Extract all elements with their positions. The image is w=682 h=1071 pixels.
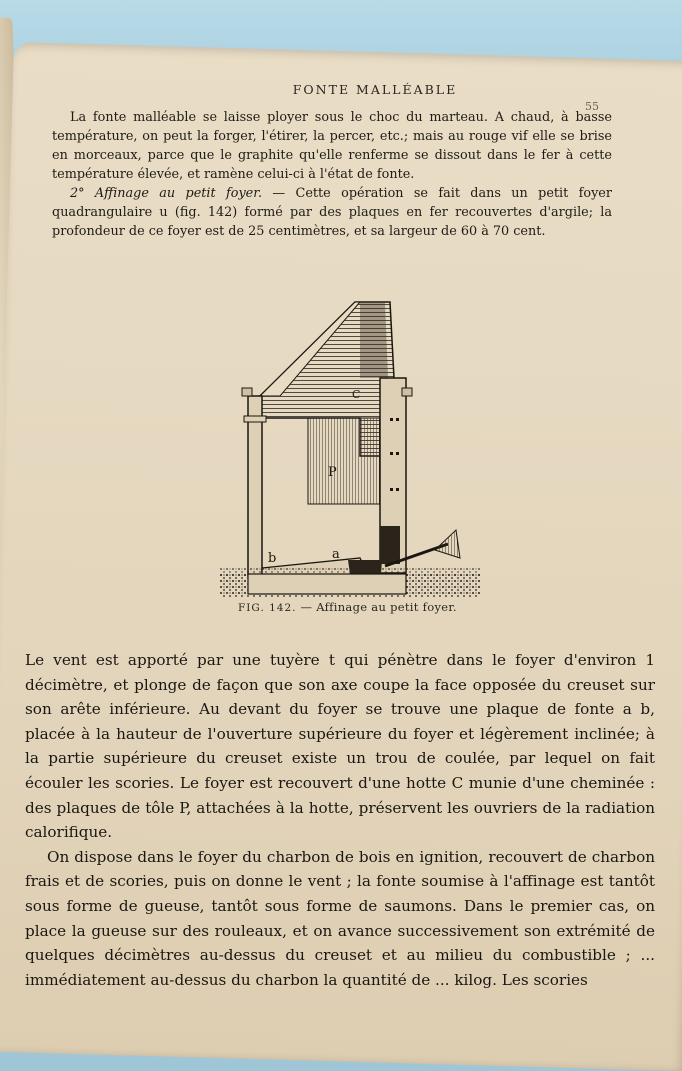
paragraph-affinage	[52, 184, 612, 241]
label-p: P	[328, 465, 337, 480]
paragraph-vent: Le vent est apporté par une tuyère t qui pénètre dans le foyer d'environ 1 décimètre, et plonge de façon que son axe coupe la face opposée du creuset sur son arête inférieure. Au devant du foyer se trouve une plaque de fonte a b, placée à la hauteur de l'ouverture supérieure du foyer et légèrement inclinée; à la partie supérieure du creuset existe un trou de coulée, par lequel on fait écouler les scories. Le foyer est recouvert d'une hotte C munie d'une cheminée : des plaques de tôle P, attachées à la hotte, préservent les ouvriers de la radiation calorifique.	[25, 651, 655, 842]
label-c: C	[352, 388, 361, 401]
page-header: FONTE MALLÉABLE	[292, 82, 458, 97]
intro-paragraphs	[52, 108, 612, 241]
label-a: a	[332, 547, 340, 562]
paragraph-malleable: La fonte malléable se laisse ployer sous le choc du marteau. A chaud, à basse température, on peut la forger, l'étirer, la percer, etc.; mais au rouge vif elle se brise en morceaux, parce que le graphite qu'elle renferme se dissout dans le fer à cette température élevée, et ramène celui-ci à l'état de fonte.	[52, 110, 612, 182]
paragraph-dispose: On dispose dans le foyer du charbon de bois en ignition, recouvert de charbon frais et de scories, puis on donne le vent ; la fonte soumise à l'affinage est tantôt sous forme de gueuse, tantôt sous forme de saumons. Dans le premier cas, on place la gueuse sur des rouleaux, et on avance successivement son extrémité de quelques décimètres au-dessus du creuset et au milieu du combustible ; ... immédiatement au-dessus du charbon la quantité de ... kilog. Les scories	[25, 847, 655, 989]
section-heading: 2° Affinage au petit foyer.	[70, 186, 263, 201]
tole-plates	[308, 418, 386, 504]
furnace-engraving	[220, 268, 480, 598]
section-text: — Cette opération se fait dans un petit foyer quadrangulaire u (fig. 142) formé par des plaques en fer recouvertes d'argile; la profondeur de ce foyer est de 25 centimètres, et sa largeur de 60 à 70 cent.	[52, 186, 612, 239]
figure-number: FIG. 142.	[238, 602, 297, 614]
main-text	[25, 648, 655, 992]
page-number: 55	[585, 100, 599, 113]
figure-title: — Affinage au petit foyer.	[296, 600, 457, 614]
figure-142	[220, 268, 480, 598]
figure-caption	[238, 600, 498, 614]
label-b: b	[268, 551, 277, 566]
